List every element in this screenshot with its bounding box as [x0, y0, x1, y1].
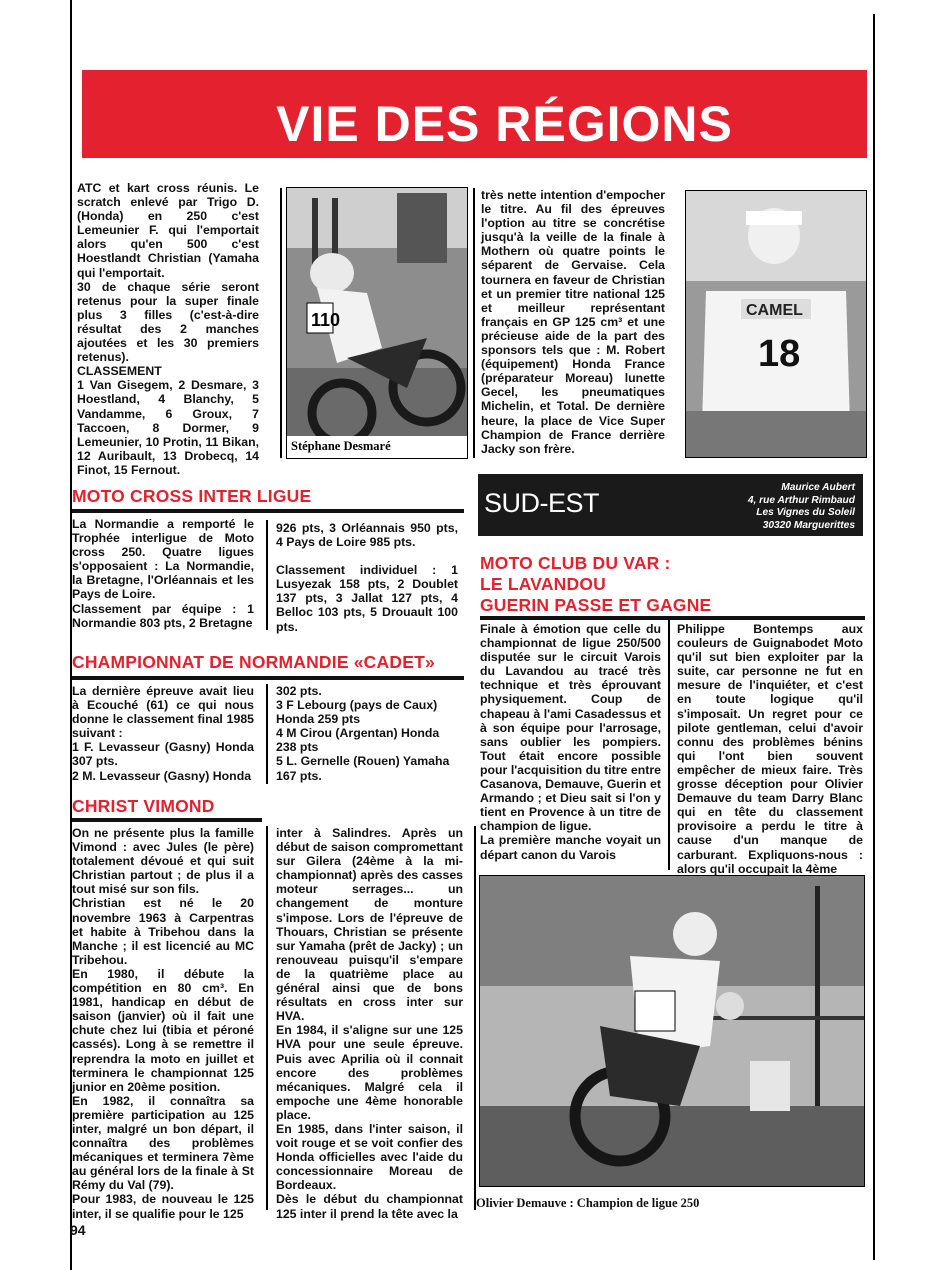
sud-est-address	[748, 482, 855, 532]
vimond-paragraph: En 1985, dans l'inter saison, il voit rouge et se voit confier des Honda officielles avec l'aide du concessionnaire Moreau de Bordeaux.	[276, 1121, 463, 1193]
intro-classement-label: CLASSEMENT	[77, 364, 162, 379]
section-title-cadet: CHAMPIONNAT DE NORMANDIE «CADET»	[72, 652, 435, 672]
rider-portrait-image	[686, 191, 866, 457]
vimond-col2	[276, 826, 463, 1221]
var-title-line: LE LAVANDOU	[480, 574, 606, 594]
cadet-result-2: 2 M. Levasseur (Gasny) Honda	[72, 768, 252, 783]
var-col1	[480, 622, 661, 862]
cadet-result-4: 4 M Cirou (Argentan) Honda 238 pts	[276, 726, 440, 755]
cadet-result-3: 3 F Lebourg (pays de Caux) Honda 259 pts	[276, 698, 438, 727]
section-title-var	[480, 553, 711, 616]
column-rule	[473, 188, 475, 458]
banner-title: VIE DES RÉGIONS	[276, 96, 733, 152]
address-line: 30320 Marguerittes	[762, 519, 855, 531]
cadet-col1	[72, 684, 254, 783]
var-text: Finale à émotion que celle du championnat de ligue 250/500 disputée sur le circuit Varois du Lavandou au tracé très technique et très éprouvant physiquement. Coup de chapeau à l'ami Casadessus et à son équipe pour l'arrosage, sans oublier les pompiers. Tout était encore possible pour l'acquisition du titre entre Casanova, Demauve, Guerin et Armando ; et Dieu sait si l'on y tient en Provence à un titre de champion de ligue.	[480, 622, 661, 834]
section-banner	[82, 70, 867, 158]
right-margin-rule	[873, 14, 875, 1260]
address-line: Maurice Aubert	[781, 482, 855, 493]
address-line: 4, rue Arthur Rimbaud	[747, 494, 855, 506]
var-col2	[677, 622, 863, 876]
cadet-col2	[276, 684, 458, 783]
section-title-vimond: CHRIST VIMOND	[72, 796, 215, 816]
vimond-paragraph: En 1984, il s'aligne sur une 125 HVA pour une seule épreuve. Puis avec Aprilia où il connait encore des problèmes mécaniques. Malgré cela il empoche une 4ème honorable place.	[276, 1023, 463, 1122]
vimond-paragraph: En 1982, il connaîtra sa première participation au 125 inter, malgré un bon départ, il connaîtra des problèmes mécaniques et terminera 7ème au général lors de la finale à St Rémy du Val (79).	[72, 1093, 254, 1193]
inter-ligue-text: La Normandie a remporté le Trophée interligue de Moto cross 250. Quatre ligues s'opposaient : La Normandie, la Bretagne, l'Orléannais et les Pays de Loire.	[72, 517, 254, 602]
var-title-line: MOTO CLUB DU VAR :	[480, 553, 671, 573]
inter-ligue-individuel: Classement individuel : 1 Lusyezak 158 pts, 2 Doublet 137 pts, 3 Jallat 127 pts, 4 Belloc 103 pts, 5 Drouault 100 pts.	[276, 563, 458, 634]
inter-ligue-col2	[276, 521, 458, 634]
sud-est-header	[478, 474, 863, 536]
column-rule	[266, 684, 268, 784]
cadet-text: La dernière épreuve avait lieu à Ecouché (61) ce qui nous donne le classement final 1985 suivant :	[72, 684, 254, 741]
var-text2: La première manche voyait un départ canon du Varois	[480, 833, 661, 862]
vimond-paragraph: Pour 1983, de nouveau le 125 inter, il se qualifie pour le 125	[72, 1192, 254, 1221]
inter-ligue-text2: 926 pts, 3 Orléannais 950 pts, 4 Pays de Loire 985 pts.	[276, 521, 458, 550]
photo1-caption: Stéphane Desmaré	[291, 439, 391, 453]
var-text3: Philippe Bontemps aux couleurs de Guignabodet Moto qu'il sut bien exploiter par la suite, car personne ne fut en mesure de l'inquiéter, et c'est en toute logique qu'il s'imposait. Un regret pour ce pilote gentleman, celui d'avoir connu des problèmes bénins qui l'ont bien souvent empêcher de mieux faire. Très grosse déception pour Olivier Demauve du team Darry Blanc qui en tête du classement provisoire a perdu le titre à cause d'un manque de carburant. Expliquons-nous : alors qu'il occupait la 4ème	[677, 622, 863, 876]
column-rule	[668, 620, 670, 870]
photo-olivier-demauve	[479, 875, 865, 1187]
svg-text:18: 18	[758, 333, 801, 375]
address-line: Les Vignes du Soleil	[756, 507, 855, 518]
inter-ligue-col1	[72, 517, 254, 630]
vimond-paragraph: Dès le début du championnat 125 inter il prend la tête avec la	[276, 1192, 463, 1221]
cadet-result-5: 5 L. Gernelle (Rouen) Yamaha 167 pts.	[276, 754, 450, 783]
svg-text:CAMEL: CAMEL	[746, 302, 803, 319]
page-number: 94	[70, 1222, 86, 1238]
motocross-rider-image	[287, 188, 467, 458]
intro-article	[77, 181, 259, 477]
section-rule	[72, 509, 464, 513]
inter-ligue-equipe: Classement par équipe : 1 Normandie 803 pts, 2 Bretagne	[72, 601, 254, 630]
vimond-paragraph: On ne présente plus la famille Vimond : avec Jules (le père) totalement dévoué et qui suit Christian partout ; de plus il a tout misé sur son fils.	[72, 826, 254, 897]
var-title-line: GUERIN PASSE ET GAGNE	[480, 595, 712, 615]
motocross-race-image	[480, 876, 864, 1186]
section-rule	[72, 818, 262, 822]
vimond-paragraph: Christian est né le 20 novembre 1963 à Carpentras et habite à Tribehou dans la Manche ; il est licencié au MC Tribehou.	[72, 896, 254, 967]
section-rule	[72, 676, 464, 680]
cadet-result-1: 1 F. Levasseur (Gasny) Honda 307 pts.	[72, 740, 254, 769]
top-right-text: très nette intention d'empocher le titre. Au fil des épreuves l'option au titre se concrétise jusqu'à la veille de la finale à Mothern où quatre points le séparent de Gervaise. Cela tournera en faveur de Christian et un premier titre national 125 et meilleur représentant français en GP 125 cm³ et une précieuse aide de la part des sponsors tels que : M. Robert (équipement) Honda France (préparateur Moreau) lunette Gecel, les pneumatiques Michelin, et Total. De dernière heure, la place de Vice Super Champion de France derrière Jacky son frère.	[481, 188, 665, 456]
photo-rider-portrait	[685, 190, 867, 458]
intro-text: ATC et kart cross réunis. Le scratch enlevé par Trigo D. (Honda) en 250 c'est Lemeunier F. qui l'emportait alors qu'en 500 c'est Hoestlandt Christian (Yamaha qui l'emportait.	[77, 181, 259, 280]
vimond-col1	[72, 826, 254, 1221]
column-rule	[474, 826, 476, 1210]
section-rule	[480, 616, 865, 620]
intro-classement: 1 Van Gisegem, 2 Desmare, 3 Hoestland, 4 Blanchy, 5 Vandamme, 6 Groux, 7 Taccoen, 8 Dormer, 9 Lemeunier, 10 Protin, 11 Bikan, 12 Auribault, 13 Drobecq, 14 Finot, 15 Fernout.	[77, 378, 259, 477]
photo-stephane-desmare	[286, 187, 468, 459]
top-right-article	[481, 188, 665, 456]
cadet-text2: 302 pts.	[276, 684, 322, 698]
column-rule	[266, 520, 268, 630]
column-rule	[280, 188, 282, 458]
photo3-caption: Olivier Demauve : Champion de ligue 250	[476, 1196, 700, 1210]
intro-finale: 30 de chaque série seront retenus pour la super finale plus 3 filles (c'est-à-dire résultat des 2 manches ajoutées et les 30 premiers retenus).	[77, 279, 259, 365]
svg-text:110: 110	[311, 310, 341, 330]
vimond-paragraph: En 1980, il débute la compétition en 80 cm³. En 1981, handicap en début de saison (janvier) où il fait une chute chez lui (tibia et péroné cassés). Long à se remettre il reprendra la moto en juillet et terminera le championnat 125 junior en 20ème position.	[72, 966, 254, 1094]
vimond-paragraph: inter à Salindres. Après un début de saison compromettant sur Gilera (24ème à la mi-championnat) après des casses moteur serrages... un changement de monture s'impose. Lors de l'épreuve de Thouars, Christian se présente sur Yamaha (prêt de Jacky) ; un renouveau puisqu'il s'empare de la quatrième place au général ainsi que de bons résultats en cross inter sur HVA.	[276, 826, 463, 1024]
column-rule	[266, 826, 268, 1210]
section-title-inter-ligue: MOTO CROSS INTER LIGUE	[72, 486, 312, 506]
sud-est-title: SUD-EST	[484, 488, 600, 518]
